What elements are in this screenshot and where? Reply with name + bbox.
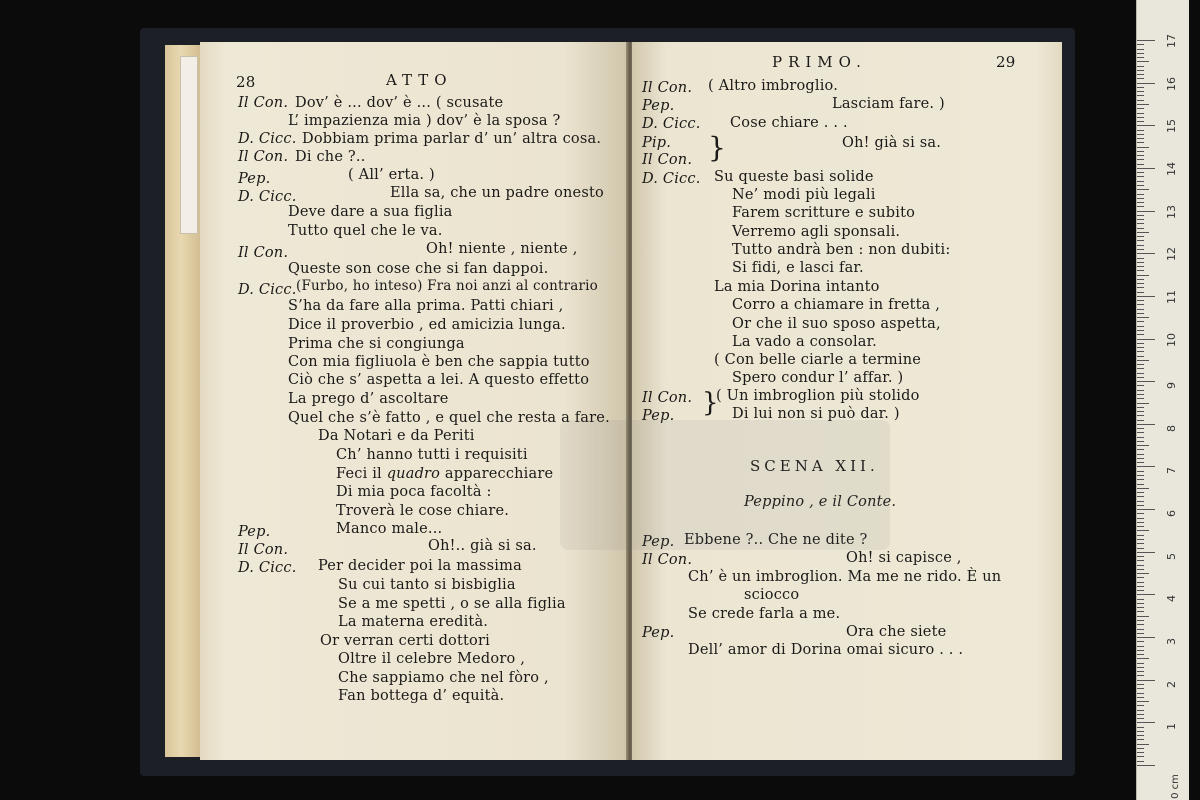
ruler-tick	[1137, 492, 1144, 493]
verse-line: Con mia figliuola è ben che sappia tutto	[288, 354, 590, 370]
ruler-tick	[1137, 87, 1144, 88]
verse-line: Ora che siete	[846, 624, 947, 640]
ruler-tick	[1137, 714, 1144, 715]
verse-line: Or che il suo sposo aspetta,	[732, 316, 941, 332]
ruler-tick	[1137, 373, 1144, 374]
ruler-number: 12	[1165, 247, 1178, 262]
ruler-number: 6	[1165, 510, 1178, 518]
ruler-tick	[1137, 66, 1144, 67]
ruler-tick	[1137, 432, 1144, 433]
speaker: D. Cicc.	[238, 131, 297, 147]
ruler-tick	[1137, 688, 1144, 689]
ruler-tick	[1137, 168, 1155, 169]
ruler-tick	[1137, 368, 1144, 369]
ruler-tick	[1137, 569, 1144, 570]
speaker: Il Con.	[642, 152, 693, 168]
ruler-number: 16	[1165, 76, 1178, 91]
verse-line: La prego d’ ascoltare	[288, 391, 449, 407]
verse-line: Or verran certi dottori	[320, 633, 490, 649]
ruler-tick	[1137, 731, 1144, 732]
speaker: Pep.	[642, 625, 675, 641]
page-number-left: 28	[236, 73, 256, 91]
ruler-tick	[1137, 611, 1144, 612]
ruler-number: 4	[1165, 595, 1178, 603]
ruler-tick	[1137, 594, 1155, 595]
ruler-tick	[1137, 471, 1144, 472]
verse-line: Tutto andrà ben : non dubiti:	[732, 242, 951, 258]
ruler-tick	[1137, 330, 1144, 331]
ruler-tick	[1137, 245, 1144, 246]
ruler-tick	[1137, 300, 1144, 301]
ruler-tick	[1137, 309, 1144, 310]
ruler-tick	[1137, 326, 1144, 327]
running-header-right: PRIMO.	[772, 53, 867, 71]
ruler-tick	[1137, 701, 1149, 702]
ruler-tick	[1137, 390, 1144, 391]
ruler-tick	[1137, 535, 1144, 536]
ruler-tick	[1137, 629, 1144, 630]
ruler-tick	[1137, 61, 1149, 62]
ruler-tick	[1137, 509, 1155, 510]
ruler-tick	[1137, 236, 1144, 237]
ruler-tick	[1137, 258, 1144, 259]
verse-line: Da Notari e da Periti	[318, 428, 475, 444]
ruler-tick	[1137, 684, 1144, 685]
ruler-tick	[1137, 253, 1155, 254]
ruler-tick	[1137, 680, 1155, 681]
ruler-tick	[1137, 548, 1144, 549]
ruler-tick	[1137, 539, 1144, 540]
ruler-tick	[1137, 607, 1144, 608]
verse-line: Se a me spetti , o se alla figlia	[338, 596, 566, 612]
verse-line: Oltre il celebre Medoro ,	[338, 651, 526, 667]
ruler-number: 2	[1165, 680, 1178, 688]
ruler-tick	[1137, 603, 1144, 604]
ruler-tick	[1137, 466, 1155, 467]
verse-line: Prima che si congiunga	[288, 336, 465, 352]
ruler-tick	[1137, 40, 1155, 41]
ruler-tick	[1137, 675, 1144, 676]
ruler-number: 3	[1165, 638, 1178, 646]
verse-line: ( Un imbroglion più stolido	[716, 388, 920, 404]
ruler-tick	[1137, 765, 1155, 766]
ruler-tick	[1137, 240, 1144, 241]
ruler-tick	[1137, 727, 1144, 728]
speaker: Il Con.	[238, 542, 289, 558]
ruler-tick	[1137, 296, 1155, 297]
ruler-tick	[1137, 228, 1144, 229]
ruler-tick	[1137, 113, 1144, 114]
ruler-tick	[1137, 479, 1144, 480]
ruler-tick	[1137, 381, 1155, 382]
verse-line: Oh! si capisce ,	[846, 550, 962, 566]
ruler-tick	[1137, 560, 1144, 561]
ruler-tick	[1137, 198, 1144, 199]
ruler-tick	[1137, 377, 1144, 378]
verse-line: S’ha da fare alla prima. Patti chiari ,	[288, 298, 564, 314]
ruler-tick	[1137, 215, 1144, 216]
ruler-tick	[1137, 287, 1144, 288]
speaker: Il Con.	[238, 95, 289, 111]
ruler-tick	[1137, 646, 1144, 647]
ruler-tick	[1137, 347, 1144, 348]
ruler-number: 11	[1165, 289, 1178, 304]
ruler-tick	[1137, 641, 1144, 642]
ruler-tick	[1137, 705, 1144, 706]
ruler-tick	[1137, 496, 1144, 497]
verse-line: Dobbiam prima parlar d’ un’ altra cosa.	[302, 131, 602, 147]
ruler-tick	[1137, 599, 1144, 600]
ruler-number: 10	[1165, 332, 1178, 347]
verse-line: Che sappiamo che nel fòro ,	[338, 670, 549, 686]
ruler-tick	[1137, 134, 1144, 135]
ruler-tick	[1137, 185, 1144, 186]
ruler-tick	[1137, 761, 1144, 762]
ruler-tick	[1137, 437, 1144, 438]
ruler-tick	[1137, 206, 1144, 207]
verse-line: Dice il proverbio , ed amicizia lunga.	[288, 317, 566, 333]
ruler-tick	[1137, 304, 1144, 305]
ruler-tick	[1137, 454, 1144, 455]
museum-watermark	[560, 420, 890, 550]
ruler-number: 9	[1165, 382, 1178, 390]
verse-line: Deve dare a sua figlia	[288, 204, 453, 220]
verse-line: Ch’ hanno tutti i requisiti	[336, 447, 528, 463]
ruler-tick	[1137, 262, 1144, 263]
verse-line: Verremo agli sponsali.	[732, 224, 901, 240]
verse-line: Farem scritture e subito	[732, 205, 916, 221]
verse-line: Per decider poi la massima	[318, 558, 522, 574]
ruler-tick	[1137, 181, 1144, 182]
verse-line: Fan bottega d’ equità.	[338, 688, 505, 704]
ruler-tick	[1137, 424, 1155, 425]
verse-line: sciocco	[744, 587, 800, 603]
speaker: D. Cicc.	[642, 116, 701, 132]
ruler-tick	[1137, 582, 1144, 583]
ruler-tick	[1137, 95, 1144, 96]
ruler-tick	[1137, 616, 1149, 617]
ruler-tick	[1137, 159, 1144, 160]
ruler-tick	[1137, 125, 1155, 126]
ruler-tick	[1137, 756, 1144, 757]
speaker: Il Con.	[238, 149, 289, 165]
ruler-tick	[1137, 620, 1144, 621]
verse-line: Ciò che s’ aspetta a lei. A questo effetto	[288, 372, 590, 388]
archive-tab	[180, 56, 198, 234]
ruler-tick	[1137, 565, 1144, 566]
verse-line: Di che ?..	[295, 149, 366, 165]
speaker: Il Con.	[238, 245, 289, 261]
ruler-tick	[1137, 667, 1144, 668]
ruler-tick	[1137, 155, 1144, 156]
speaker: Pep.	[642, 534, 675, 550]
ruler-tick	[1137, 334, 1144, 335]
speaker: Il Con.	[642, 80, 693, 96]
left-page	[200, 42, 628, 760]
speaker: Pep.	[642, 408, 675, 424]
ruler-tick	[1137, 279, 1144, 280]
verse-line: ( Altro imbroglio.	[708, 78, 839, 94]
ruler-tick	[1137, 275, 1149, 276]
measurement-ruler	[1136, 0, 1189, 800]
verse-line: Dell’ amor di Dorina omai sicuro . . .	[688, 642, 964, 658]
ruler-tick	[1137, 394, 1144, 395]
ruler-tick	[1137, 364, 1144, 365]
ruler-tick	[1137, 351, 1144, 352]
verse-line: La materna eredità.	[338, 614, 489, 630]
ruler-tick	[1137, 249, 1144, 250]
ruler-tick	[1137, 475, 1144, 476]
speaker: Il Con.	[642, 552, 693, 568]
brace: }	[702, 388, 719, 418]
ruler-tick	[1137, 488, 1149, 489]
verse-line: ( Con belle ciarle a termine	[714, 352, 922, 368]
speaker: D. Cicc.	[238, 560, 297, 576]
ruler-tick	[1137, 637, 1155, 638]
ruler-tick	[1137, 232, 1149, 233]
ruler-tick	[1137, 189, 1149, 190]
verse-line: Queste son cose che si fan dappoi.	[288, 261, 549, 277]
ruler-tick	[1137, 283, 1144, 284]
running-header-left: ATTO	[386, 71, 453, 89]
ruler-tick	[1137, 70, 1144, 71]
ruler-tick	[1137, 100, 1144, 101]
ruler-tick	[1137, 266, 1144, 267]
ruler-number: 5	[1165, 552, 1178, 560]
speaker: Pep.	[642, 98, 675, 114]
verse-line: Oh! niente , niente ,	[426, 241, 578, 257]
ruler-tick	[1137, 552, 1155, 553]
ruler-tick	[1137, 428, 1144, 429]
ruler-tick	[1137, 211, 1155, 212]
verse-line: Troverà le cose chiare.	[336, 503, 510, 519]
ruler-tick	[1137, 744, 1149, 745]
scene-heading: SCENA XII.	[750, 457, 879, 475]
ruler-tick	[1137, 462, 1144, 463]
ruler-tick	[1137, 108, 1144, 109]
ruler-tick	[1137, 543, 1144, 544]
ruler-tick	[1137, 654, 1144, 655]
speaker: D. Cicc.	[238, 282, 297, 298]
verse-line: La mia Dorina intanto	[714, 279, 880, 295]
ruler-tick	[1137, 693, 1144, 694]
verse-line: Ch’ è un imbroglion. Ma me ne rido. È un	[688, 569, 1002, 585]
ruler-tick	[1137, 313, 1144, 314]
ruler-tick	[1137, 505, 1144, 506]
speaker: D. Cicc.	[642, 171, 701, 187]
ruler-number: 13	[1165, 204, 1178, 219]
ruler-tick	[1137, 590, 1144, 591]
ruler-tick	[1137, 194, 1144, 195]
verse-line: Lasciam fare. )	[832, 96, 945, 112]
ruler-tick	[1137, 164, 1144, 165]
ruler-tick	[1137, 57, 1144, 58]
ruler-tick	[1137, 385, 1144, 386]
ruler-tick	[1137, 710, 1144, 711]
ruler-tick	[1137, 735, 1144, 736]
ruler-tick	[1137, 78, 1144, 79]
ruler-tick	[1137, 697, 1144, 698]
speaker: Il Con.	[642, 390, 693, 406]
ruler-tick	[1137, 398, 1144, 399]
ruler-tick	[1137, 420, 1144, 421]
verse-line: Ebbene ?.. Che ne dite ?	[684, 532, 868, 548]
ruler-tick	[1137, 522, 1144, 523]
verse-line: Si fidi, e lasci far.	[732, 260, 864, 276]
verse-line: Se crede farla a me.	[688, 606, 841, 622]
ruler-tick	[1137, 343, 1144, 344]
ruler-tick	[1137, 176, 1144, 177]
ruler-tick	[1137, 586, 1144, 587]
ruler-tick	[1137, 223, 1144, 224]
ruler-tick	[1137, 748, 1144, 749]
speaker: D. Cicc.	[238, 189, 297, 205]
verse-line: (Furbo, ho inteso) Fra noi anzi al contrario	[296, 278, 599, 294]
ruler-tick	[1137, 526, 1144, 527]
ruler-tick	[1137, 130, 1144, 131]
brace: }	[708, 131, 727, 164]
ruler-number: 1	[1165, 723, 1178, 731]
verse-line: Spero condur l’ affar. )	[732, 370, 904, 386]
ruler-tick	[1137, 117, 1144, 118]
verse-line: La vado a consolar.	[732, 334, 877, 350]
ruler-tick	[1137, 356, 1144, 357]
ruler-tick	[1137, 518, 1144, 519]
right-page	[632, 42, 1062, 760]
page-number-right: 29	[996, 53, 1016, 71]
verse-line: Ne’ modi più legali	[732, 187, 876, 203]
verse-line: Quel che s’è fatto , e quel che resta a fare.	[288, 410, 610, 426]
ruler-number: 15	[1165, 119, 1178, 134]
verse-line: Su cui tanto si bisbiglia	[338, 577, 516, 593]
ruler-tick	[1137, 722, 1155, 723]
ruler-tick	[1137, 104, 1149, 105]
ruler-tick	[1137, 407, 1144, 408]
ruler-tick	[1137, 633, 1144, 634]
ruler-tick	[1137, 91, 1144, 92]
ruler-tick	[1137, 321, 1144, 322]
verse-line: L’ impazienza mia ) dov’ è la sposa ?	[288, 113, 561, 129]
ruler-number: 14	[1165, 161, 1178, 176]
ruler-tick	[1137, 292, 1144, 293]
ruler-tick	[1137, 415, 1144, 416]
ruler-tick	[1137, 624, 1144, 625]
ruler-tick	[1137, 573, 1149, 574]
ruler-number: 8	[1165, 424, 1178, 432]
verse-line: Di lui non si può dar. )	[732, 406, 900, 422]
ruler-tick	[1137, 339, 1155, 340]
ruler-tick	[1137, 121, 1144, 122]
ruler-tick	[1137, 138, 1144, 139]
ruler-tick	[1137, 513, 1144, 514]
speaker: Pep.	[238, 171, 271, 187]
ruler-tick	[1137, 270, 1144, 271]
speaker: Pip.	[642, 135, 672, 151]
ruler-tick	[1137, 83, 1155, 84]
ruler-tick	[1137, 484, 1144, 485]
verse-line: Manco male...	[336, 521, 443, 537]
verse-line: Ella sa, che un padre onesto	[390, 185, 604, 201]
ruler-tick	[1137, 718, 1144, 719]
ruler-tick	[1137, 147, 1149, 148]
verse-line: Oh! già si sa.	[842, 135, 942, 151]
ruler-tick	[1137, 663, 1144, 664]
ruler-tick	[1137, 49, 1144, 50]
ruler-tick	[1137, 403, 1149, 404]
verse-line: Di mia poca facoltà :	[336, 484, 492, 500]
verse-line: Corro a chiamare in fretta ,	[732, 297, 941, 313]
verse-line: ( All’ erta. )	[348, 167, 435, 183]
ruler-tick	[1137, 202, 1144, 203]
ruler-tick	[1137, 658, 1149, 659]
ruler-tick	[1137, 219, 1144, 220]
ruler-tick	[1137, 445, 1149, 446]
ruler-number: 7	[1165, 467, 1178, 475]
ruler-tick	[1137, 739, 1144, 740]
ruler-tick	[1137, 501, 1144, 502]
scene-characters: Peppino , e il Conte.	[744, 494, 897, 510]
verse-line: Oh!.. già si sa.	[428, 538, 537, 554]
verse-line: Cose chiare . . .	[730, 115, 848, 131]
ruler-tick	[1137, 441, 1144, 442]
ruler-tick	[1137, 556, 1144, 557]
ruler-tick	[1137, 151, 1144, 152]
ruler-tick	[1137, 317, 1149, 318]
verse-line: Su queste basi solide	[714, 169, 874, 185]
ruler-tick	[1137, 172, 1144, 173]
ruler-number: 17	[1165, 34, 1178, 48]
verse-line: Feci il quadro apparecchiare	[336, 466, 554, 482]
ruler-tick	[1137, 142, 1144, 143]
ruler-tick	[1137, 74, 1144, 75]
ruler-tick	[1137, 530, 1149, 531]
ruler-tick	[1137, 671, 1144, 672]
ruler-tick	[1137, 752, 1144, 753]
ruler-tick	[1137, 650, 1144, 651]
verse-line: Tutto quel che le va.	[288, 223, 443, 239]
speaker: Pep.	[238, 524, 271, 540]
ruler-tick	[1137, 458, 1144, 459]
ruler-unit: 0 cm	[1169, 774, 1181, 799]
ruler-tick	[1137, 360, 1149, 361]
verse-line: Dov’ è ... dov’ è ... ( scusate	[295, 95, 504, 111]
ruler-tick	[1137, 411, 1144, 412]
ruler-tick	[1137, 44, 1144, 45]
ruler-tick	[1137, 449, 1144, 450]
ruler-tick	[1137, 577, 1144, 578]
ruler-tick	[1137, 53, 1144, 54]
